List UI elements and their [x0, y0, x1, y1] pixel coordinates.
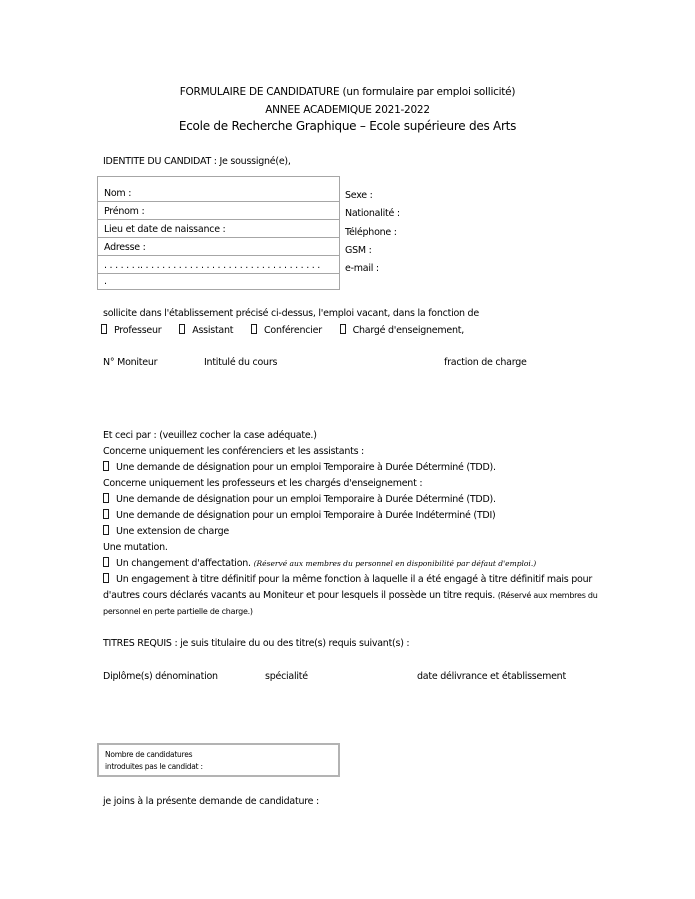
- option-label-professeur: Professeur: [114, 325, 162, 336]
- col-fraction-charge: fraction de charge: [444, 357, 527, 368]
- option-assistant: [179, 325, 233, 336]
- diploma-header-row: [0, 671, 695, 683]
- option-label-tdd-professeurs: Une demande de désignation pour un emploi Temporaire à Durée Déterminé (TDD).: [116, 494, 496, 505]
- solicitation-intro: sollicite dans l'établissement précisé ci-dessus, l'emploi vacant, dans la fonction de: [103, 308, 479, 319]
- school-name: Ecole de Recherche Graphique – Ecole supérieure des Arts: [178, 119, 517, 133]
- col-intitule-cours: Intitulé du cours: [204, 357, 278, 368]
- note-disponibilite: (Réservé aux membres du personnel en disponibilité par défaut d'emploi.): [253, 559, 537, 568]
- form-title: FORMULAIRE DE CANDIDATURE (un formulaire par emploi sollicité): [179, 86, 516, 98]
- label-telephone: Téléphone :: [345, 227, 397, 238]
- option-tdd-conferenciers: [103, 460, 603, 476]
- identity-heading: IDENTITE DU CANDIDAT : Je soussigné(e),: [103, 156, 291, 167]
- label-email: e-mail :: [345, 263, 379, 274]
- col-moniteur: N° Moniteur: [103, 357, 158, 368]
- option-changement-affectation: [103, 556, 603, 572]
- field-row-adresse-end[interactable]: [98, 273, 339, 289]
- label-sexe: Sexe :: [345, 190, 373, 201]
- checkbox-engagement-definitif[interactable]: [103, 573, 109, 583]
- label-nationalite: Nationalité :: [345, 208, 400, 219]
- option-professeur: [101, 325, 161, 336]
- field-label-naissance: Lieu et date de naissance :: [104, 224, 226, 235]
- application-type-section: [103, 428, 603, 620]
- col-specialite: spécialité: [265, 671, 308, 682]
- checkbox-charge-enseignement[interactable]: [340, 324, 346, 334]
- count-box-line2: introduites pas le candidat :: [105, 762, 203, 771]
- option-label-conferencier: Conférencier: [264, 325, 322, 336]
- option-engagement-definitif: [103, 572, 603, 620]
- field-row-naissance[interactable]: [98, 219, 339, 237]
- option-label-changement-affectation: Un changement d'affectation.: [116, 558, 251, 569]
- option-label-assistant: Assistant: [192, 325, 234, 336]
- checkbox-professeur[interactable]: [101, 324, 107, 334]
- option-extension-charge: [103, 524, 603, 540]
- note-perte-charge: (Réservé aux membres du personnel en perte partielle de charge.): [103, 591, 598, 616]
- count-box-line1: Nombre de candidatures: [105, 750, 193, 759]
- field-row-nom[interactable]: [98, 177, 339, 201]
- et-ceci-par-heading: Et ceci par : (veuillez cocher la case adéquate.): [103, 430, 317, 441]
- field-row-adresse[interactable]: [98, 237, 339, 255]
- checkbox-tdd-professeurs[interactable]: [103, 493, 109, 503]
- option-tdi: [103, 508, 603, 524]
- option-conferencier: [251, 325, 322, 336]
- concerne-professeurs: Concerne uniquement les professeurs et les chargés d'enseignement :: [103, 478, 423, 489]
- field-row-adresse-dots[interactable]: [98, 255, 339, 273]
- field-dot: .: [104, 276, 107, 287]
- option-label-tdi: Une demande de désignation pour un emploi Temporaire à Durée Indéterminé (TDI): [116, 510, 496, 521]
- candidature-count-box[interactable]: [97, 743, 340, 777]
- option-mutation: Une mutation.: [103, 542, 168, 553]
- concerne-conferenciers: Concerne uniquement les conférenciers et les assistants :: [103, 446, 365, 457]
- field-label-prenom: Prénom :: [104, 206, 145, 217]
- option-label-charge-enseignement: Chargé d'enseignement,: [352, 325, 464, 336]
- col-diplome-denomination: Diplôme(s) dénomination: [103, 671, 218, 682]
- label-gsm: GSM :: [345, 245, 372, 256]
- option-label-extension-charge: Une extension de charge: [116, 526, 229, 537]
- academic-year: ANNEE ACADEMIQUE 2021-2022: [265, 104, 430, 116]
- attachments-intro: je joins à la présente demande de candidature :: [103, 796, 319, 807]
- checkbox-conferencier[interactable]: [251, 324, 257, 334]
- col-date-delivrance: date délivrance et établissement: [417, 671, 566, 682]
- identity-table: [97, 176, 340, 290]
- titres-requis-heading: TITRES REQUIS : je suis titulaire du ou des titre(s) requis suivant(s) :: [103, 638, 410, 649]
- option-label-tdd-conferenciers: Une demande de désignation pour un emploi Temporaire à Durée Déterminé (TDD).: [116, 462, 496, 473]
- checkbox-changement-affectation[interactable]: [103, 557, 109, 567]
- function-options-row: [101, 324, 479, 336]
- option-tdd-professeurs: [103, 492, 603, 508]
- option-charge-enseignement: [340, 325, 464, 336]
- field-label-nom: Nom :: [104, 188, 132, 199]
- checkbox-tdi[interactable]: [103, 509, 109, 519]
- checkbox-extension-charge[interactable]: [103, 525, 109, 535]
- field-dots: . . . . . . .. . . . . . . . . . . . . . . . . . . . . . . . . . . . . . . . .: [104, 260, 321, 271]
- field-row-prenom[interactable]: [98, 201, 339, 219]
- course-header-row: [0, 357, 695, 369]
- checkbox-assistant[interactable]: [179, 324, 185, 334]
- option-label-engagement-definitif: Un engagement à titre définitif pour la même fonction à laquelle il a été engagé à titre définitif mais pour d'autres cours déclarés vacants au Moniteur et pour lesquels il possède un titre requis.: [103, 574, 593, 601]
- field-label-adresse: Adresse :: [104, 242, 146, 253]
- checkbox-tdd-conferenciers[interactable]: [103, 461, 109, 471]
